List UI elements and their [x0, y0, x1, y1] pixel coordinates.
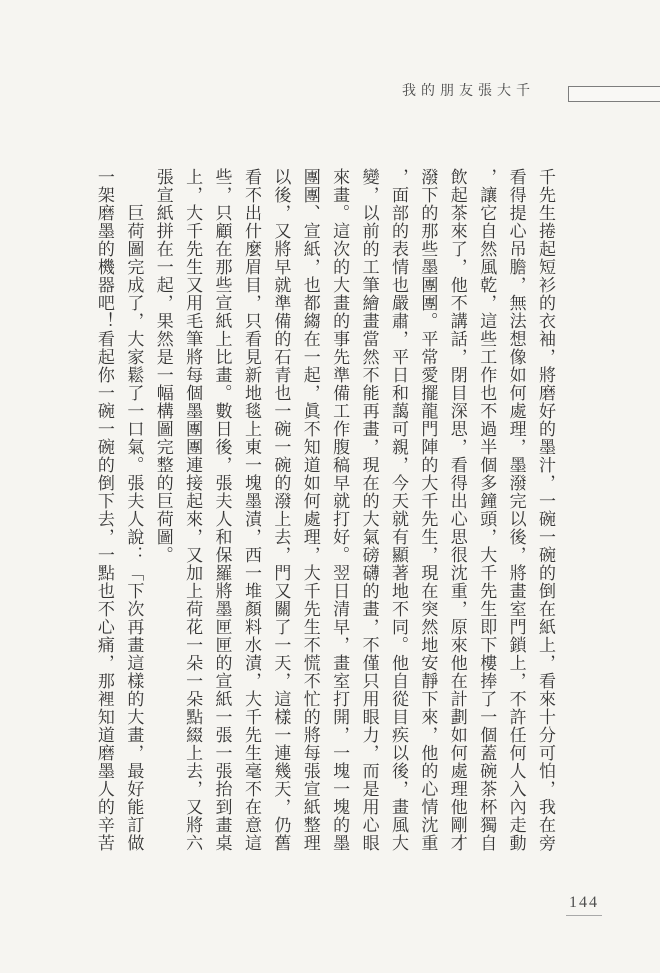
body-text — [90, 168, 561, 858]
header-rule-box — [568, 86, 660, 102]
page-number: 144 — [566, 894, 602, 916]
paragraph-2: 巨荷圖完成了，大家鬆了一口氣。張夫人說：「下次再畫這樣的大畫，最好能訂做一架磨墨的機器吧！看起你一碗一碗的倒下去，一點也不心痛，那裡知道磨墨人的辛苦 — [94, 168, 144, 852]
running-title: 我的朋友張大千 — [402, 84, 535, 99]
paragraph-1: 千先生捲起短衫的衣袖，將磨好的墨汁，一碗一碗的倒在紙上，看來十分可怕，我在旁看得提心吊膽，無法想像如何處理，墨潑完以後，將畫室門鎖上，不許任何人入內走動，讓它自然風乾，這些工作也不過半個多鐘頭，大千先生即下樓捧了一個蓋碗茶杯獨自飲起茶來了，他不講話，閉目深思，看得出心思很沈重，原來他在計劃如何處理他剛才潑下的那些墨團團。平常愛擺龍門陣的大千先生，現在突然地安靜下來，他的心情沈重，面部的表情也嚴肅，平日和藹可親，今天就有顯著地不同。他自從目疾以後，畫風大變，以前的工筆繪畫當然不能再畫，現在的大氣磅礴的畫，不僅只用眼力，而是用心眼來畫。這次的大畫的事先準備工作腹稿早就打好。翌日清早，畫室打開，一塊一塊的墨團團、宣紙，也都縐在一起，眞不知道如何處理，大千先生不慌不忙的將每張宣紙整理以後，又將早就準備的石青也一碗一碗的潑上去，門又關了一天，這樣一連幾天，仍舊看不出什麼眉目，只看見新地毯上東一塊墨漬，西一堆顏料水漬，大千先生毫不在意這些，只顧在那些宣紙上比畫。數日後，張夫人和保羅將墨匣匣的宣紙一張一張抬到畫桌上，大千先生又用毛筆將每個墨團團連接起來，又加上荷花一朵一朵點綴上去，又將六張宣紙拼在一起，果然是一幅構圖完整的巨荷圖。 — [153, 168, 555, 852]
